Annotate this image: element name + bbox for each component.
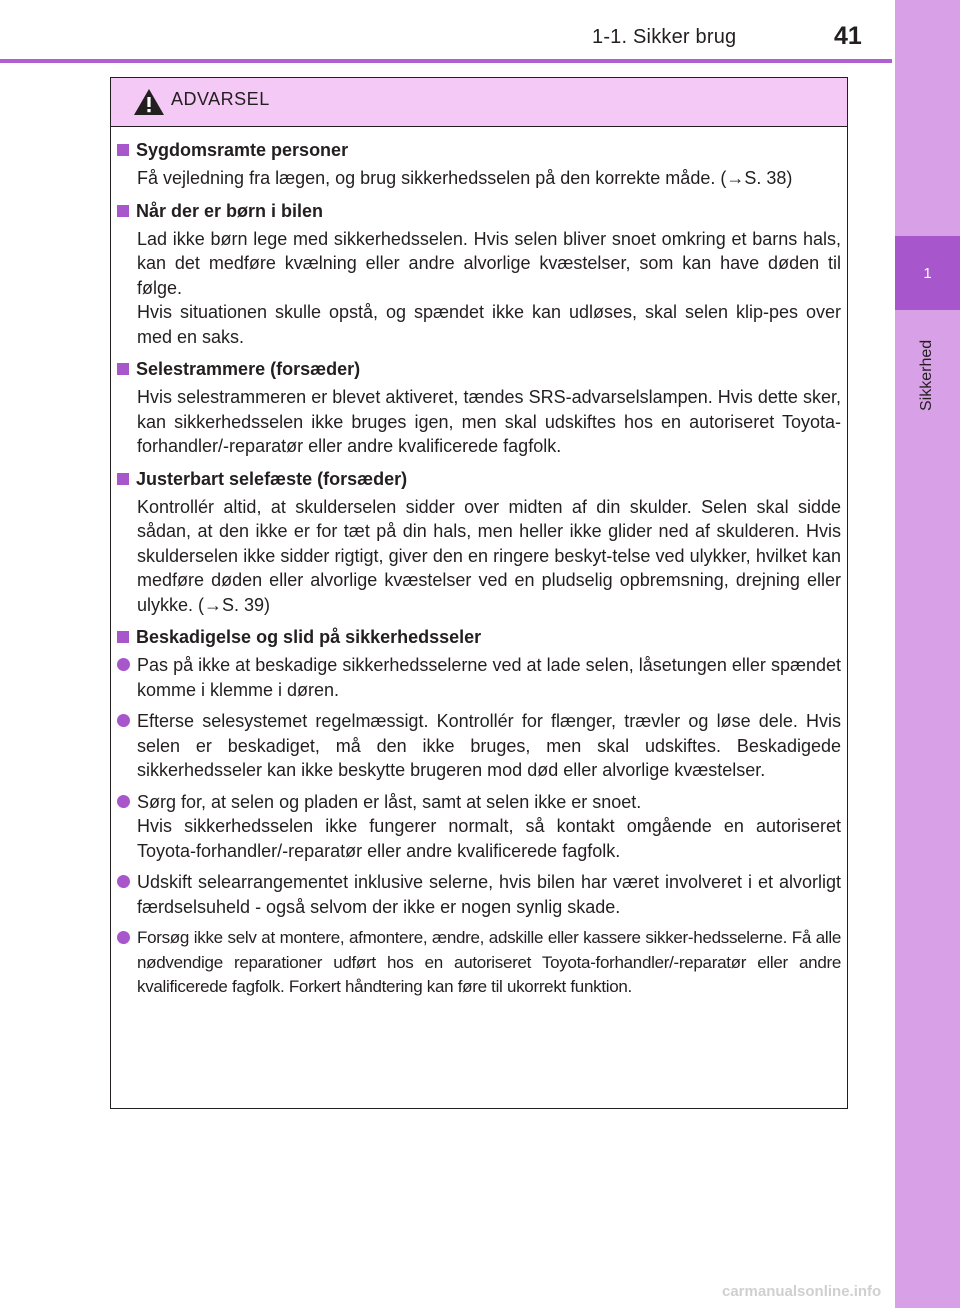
round-bullet-icon — [117, 931, 130, 944]
round-bullet-icon — [117, 875, 130, 888]
section-heading: Selestrammere (forsæder) — [136, 359, 361, 379]
warning-title: ADVARSEL — [171, 89, 270, 109]
section-paragraph: Kontrollér altid, at skulderselen sidder over midten af din skulder. Selen skal sidde sådan, at den ikke er for tæt på din hals, men heller ikke glider ned af skulderen. Hvis skulderselen ikke sidder rigtigt, giver den en ringere beskyt-telse ved ulykker, hvilket kan medføre døden eller alvorlige kvæstelser ved en pludselig opbremsning, drejning eller ulykke. (→S. 39) — [137, 496, 841, 615]
square-bullet-icon — [117, 144, 129, 156]
section-title: 1-1. Sikker brug — [592, 26, 737, 48]
list-item — [117, 926, 841, 1000]
section-sygdomsramte — [117, 137, 841, 191]
warning-triangle-icon — [133, 88, 165, 116]
section-born-i-bilen — [117, 198, 841, 350]
side-tab — [895, 0, 960, 1308]
section-heading: Beskadigelse og slid på sikkerhedsseler — [136, 627, 482, 647]
section-paragraph: Få vejledning fra lægen, og brug sikkerhedsselen på den korrekte måde. (→S. 38) — [137, 168, 793, 188]
list-item — [117, 709, 841, 783]
round-bullet-icon — [117, 714, 130, 727]
square-bullet-icon — [117, 473, 129, 485]
round-bullet-icon — [117, 795, 130, 808]
section-paragraph: Hvis situationen skulle opstå, og spændet ikke kan udløses, skal selen klip-pes over med en saks. — [137, 302, 841, 347]
section-heading: Sygdomsramte personer — [136, 140, 349, 160]
bullet-text: Efterse selesystemet regelmæssigt. Kontrollér for flænger, trævler og løse dele. Hvis selen er beskadiget, må den ikke bruges, men skal udskiftes. Beskadigede sikkerhedsseler kan ikke beskytte brugeren mod død eller alvorlige kvæstelser. — [137, 711, 841, 780]
chapter-label: Sikkerhed — [918, 339, 935, 411]
page-number: 41 — [834, 22, 862, 50]
warning-header — [111, 78, 847, 127]
section-heading: Når der er børn i bilen — [136, 200, 324, 221]
square-bullet-icon — [117, 363, 129, 375]
section-paragraph: Hvis selestrammeren er blevet aktiveret, tændes SRS-advarselslampen. Hvis dette sker, kan sikkerhedsselen ikke bruges igen, men skal udskiftes hos en autoriseret Toyota-forhandler/-reparatør eller andre kvalificerede fagfolk. — [137, 387, 841, 456]
bullet-text: Udskift selearrangementet inklusive selerne, hvis bilen har været involveret i et alvorligt færdselsuheld - også selvom der ikke er nogen synlig skade. — [137, 872, 841, 917]
list-item — [117, 790, 841, 864]
bullet-text: Pas på ikke at beskadige sikkerhedsselerne ved at lade selen, låsetungen eller spændet komme i klemme i døren. — [137, 655, 841, 700]
bullet-text: Sørg for, at selen og pladen er låst, samt at selen ikke er snoet. — [137, 791, 642, 812]
list-item — [117, 870, 841, 919]
header-rule — [0, 59, 892, 63]
warning-box — [110, 77, 848, 1109]
section-beskadigelse — [117, 624, 841, 1000]
section-heading: Justerbart selefæste (forsæder) — [136, 468, 408, 489]
section-selestrammere — [117, 356, 841, 459]
section-paragraph: Lad ikke børn lege med sikkerhedsselen. Hvis selen bliver snoet omkring et barns hals, kan det medføre kvælning eller andre alvorlige kvæstelser, som kan have døden til følge. — [137, 228, 841, 298]
chapter-number[interactable]: 1 — [895, 236, 960, 310]
list-item — [117, 653, 841, 702]
section-justerbart-selefaeste — [117, 466, 841, 618]
warning-content — [111, 127, 847, 1000]
square-bullet-icon — [117, 631, 129, 643]
bullet-text: Forsøg ikke selv at montere, afmontere, ændre, adskille eller kassere sikker-hedsselerne. Få alle nødvendige reparationer udført hos en autoriseret Toyota-forhandler/-reparatør eller andre kvalificerede fagfolk. Forkert håndtering kan føre til ukorrekt funktion. — [137, 928, 841, 996]
watermark: carmanualsonline.info — [722, 1283, 882, 1300]
round-bullet-icon — [117, 658, 130, 671]
bullet-text-extra: Hvis sikkerhedsselen ikke fungerer normalt, så kontakt omgående en autoriseret Toyota-forhandler/-reparatør eller andre kvalificerede fagfolk. — [137, 816, 841, 861]
square-bullet-icon — [117, 205, 129, 217]
